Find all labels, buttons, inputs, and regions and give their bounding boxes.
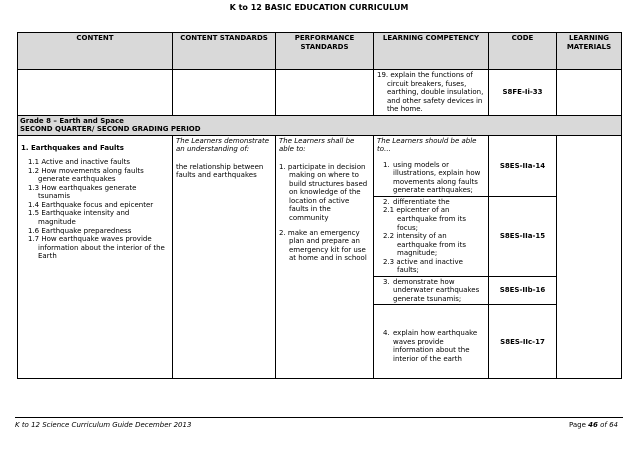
header-content: CONTENT — [18, 33, 173, 70]
content-standards-cell — [173, 135, 276, 379]
header-learning-materials: LEARNING MATERIALS — [557, 33, 622, 70]
code-cell: S8ES-IIc-17 — [489, 305, 557, 379]
header-learning-competency: LEARNING COMPETENCY — [374, 33, 489, 70]
page-number: Page 46 of 64 — [568, 421, 618, 429]
list-item: 1.1 Active and inactive faults — [28, 158, 131, 167]
code-cell: S8ES-IIb-16 — [489, 276, 557, 305]
list-item: 1.3 How earthquakes generate tsunamis — [28, 183, 137, 201]
list-item: 2.2 intensity of an earthquake from its magnitude; — [383, 232, 467, 258]
content-standards-intro: The Learners demonstrate an understanding of: — [176, 136, 270, 154]
performance-standards-intro: The Learners shall be able to: — [279, 136, 355, 154]
competency-2: 2. differentiate the 2.1 epicenter of an earthquake from its focus; 2.2 intensity of an earthquake from its magnitude; 2.3 active and inactive faults; — [374, 196, 489, 276]
grade-heading-row — [18, 115, 622, 135]
competency-intro: The Learners should be able to… — [377, 136, 477, 154]
header-content-standards: CONTENT STANDARDS — [173, 33, 276, 70]
table-row — [18, 135, 622, 196]
table-row — [18, 70, 622, 116]
list-item: 1.4 Earthquake focus and epicenter — [28, 200, 154, 209]
competency-4: 4. explain how earthquake waves provide information about the interior of the earth — [374, 305, 489, 379]
competency-3: 3. demonstrate how underwater earthquakes generate tsunamis; — [374, 276, 489, 305]
competency-19: 19. explain the functions of circuit breakers, fuses, earthing, double insulation, and other safety devices in the home. — [374, 70, 489, 116]
list-item: 1.2 How movements along faults generate earthquakes — [28, 166, 144, 184]
footer-divider — [15, 417, 623, 418]
footer-title: K to 12 Science Curriculum Guide December 2013 — [15, 421, 192, 429]
code-cell: S8ES-IIa-15 — [489, 196, 557, 276]
content-standards-text: the relationship between faults and earthquakes — [176, 162, 264, 180]
list-item: 1. participate in decision making on where to build structures based on knowledge of the location of active faults in the community — [279, 162, 368, 222]
competency-1: The Learners should be able to… 1. using models or illustrations, explain how movements along faults generate earthquakes; — [374, 135, 489, 196]
list-item: 1.5 Earthquake intensity and magnitude — [28, 209, 130, 226]
header-performance-standards: PERFORMANCE STANDARDS — [276, 33, 374, 70]
content-topic: 1. Earthquakes and Faults — [21, 143, 124, 152]
quarter-title: SECOND QUARTER/ SECOND GRADING PERIOD — [20, 125, 201, 134]
code-cell: S8ES-IIa-14 — [489, 135, 557, 196]
grade-title: Grade 8 – Earth and Space — [20, 116, 124, 125]
list-item: 2.3 active and inactive faults; — [383, 257, 463, 275]
performance-standards-cell — [276, 135, 374, 379]
list-item: 1.7 How earthquake waves provide information about the interior of the Earth — [28, 235, 165, 261]
list-item: 1.6 Earthquake preparedness — [28, 226, 132, 235]
list-item: 2.1 epicenter of an earthquake from its focus; — [383, 206, 467, 232]
content-cell — [18, 135, 173, 379]
document-title: K to 12 BASIC EDUCATION CURRICULUM — [229, 3, 409, 12]
list-item: 2. make an emergency plan and prepare an emergency kit for use at home and in school — [279, 228, 367, 263]
curriculum-table — [17, 32, 622, 379]
content-list — [21, 158, 169, 260]
header-row — [18, 33, 622, 70]
header-code: CODE — [489, 33, 557, 70]
code-cell: S8FE-Ii-33 — [489, 70, 557, 116]
learning-materials-cell — [557, 135, 622, 379]
